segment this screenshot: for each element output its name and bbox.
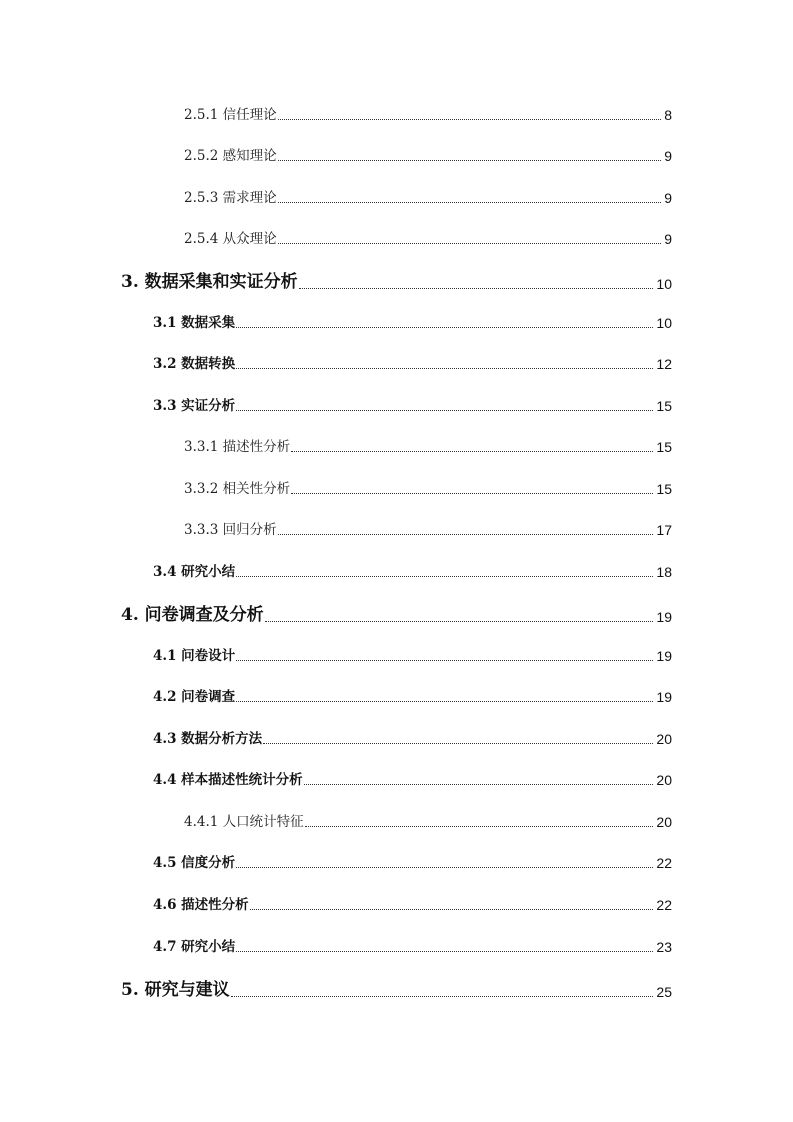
toc-entry-title: 3.3.1 描述性分析	[184, 438, 291, 455]
dot-leader	[236, 326, 653, 328]
toc-page-number: 15	[656, 398, 672, 414]
toc-page-number: 15	[656, 481, 672, 497]
toc-entry-title: 2.5.1 信任理论	[184, 106, 277, 123]
toc-entry-4-4[interactable]	[153, 773, 672, 787]
toc-entry-4-6[interactable]	[153, 898, 672, 912]
toc-entry-title: 3.3.2 相关性分析	[184, 480, 291, 497]
toc-entry-4-5[interactable]	[153, 856, 672, 870]
toc-entry-title: 2.5.2 感知理论	[184, 147, 277, 164]
toc-entry-2-5-1[interactable]	[184, 108, 672, 122]
dot-leader	[304, 783, 654, 785]
toc-entry-4-3[interactable]	[153, 732, 672, 746]
toc-entry-title: 4.4.1 人口统计特征	[184, 813, 304, 830]
toc-page-number: 22	[656, 855, 672, 871]
dot-leader	[278, 533, 654, 535]
toc-entry-title: 3.3.3 回归分析	[184, 521, 277, 538]
toc-entry-3-2[interactable]	[153, 357, 672, 371]
dot-leader	[236, 950, 653, 952]
toc-entry-title: 4.3 数据分析方法	[153, 730, 263, 747]
toc-page-number: 23	[656, 939, 672, 955]
dot-leader	[278, 242, 662, 244]
toc-entry-4-7[interactable]	[153, 940, 672, 954]
toc-entry-4-4-1[interactable]	[184, 815, 672, 829]
dot-leader	[231, 995, 654, 997]
dot-leader	[265, 620, 654, 622]
toc-entry-3-3-2[interactable]	[184, 482, 672, 496]
toc-entry-chapter-5[interactable]	[121, 982, 672, 999]
toc-entry-title: 4.4 样本描述性统计分析	[153, 771, 303, 788]
toc-entry-title: 4.1 问卷设计	[153, 647, 236, 664]
toc-entry-2-5-3[interactable]	[184, 191, 672, 205]
toc-page-number: 12	[656, 356, 672, 372]
toc-entry-3-1[interactable]	[153, 316, 672, 330]
dot-leader	[263, 742, 653, 744]
toc-page-number: 18	[656, 564, 672, 580]
toc-page-number: 15	[656, 439, 672, 455]
toc-entry-title: 3.2 数据转换	[153, 355, 236, 372]
toc-entry-title: 4. 问卷调查及分析	[121, 605, 264, 625]
toc-page-number: 9	[664, 231, 672, 247]
dot-leader	[291, 492, 653, 494]
toc-entry-title: 5. 研究与建议	[121, 980, 230, 1000]
toc-page-number: 8	[664, 107, 672, 123]
toc-page-number: 9	[664, 148, 672, 164]
toc-page-number: 25	[656, 984, 672, 1000]
toc-entry-4-2[interactable]	[153, 690, 672, 704]
toc-entry-2-5-2[interactable]	[184, 149, 672, 163]
toc-entry-title: 3.4 研究小结	[153, 563, 236, 580]
toc-page-number: 19	[656, 609, 672, 625]
toc-entry-title: 4.5 信度分析	[153, 854, 236, 871]
dot-leader	[250, 908, 654, 910]
toc-page-number: 19	[656, 648, 672, 664]
dot-leader	[305, 825, 654, 827]
dot-leader	[278, 201, 662, 203]
toc-page-number: 17	[656, 522, 672, 538]
toc-page-number: 10	[656, 276, 672, 292]
toc-page-number: 19	[656, 689, 672, 705]
dot-leader	[278, 118, 662, 120]
toc-page-number: 10	[656, 315, 672, 331]
toc-page-number: 9	[664, 190, 672, 206]
toc-entry-4-1[interactable]	[153, 649, 672, 663]
toc-entry-2-5-4[interactable]	[184, 232, 672, 246]
toc-entry-title: 4.7 研究小结	[153, 938, 236, 955]
dot-leader	[278, 159, 662, 161]
dot-leader	[236, 367, 653, 369]
toc-entry-title: 4.2 问卷调查	[153, 688, 236, 705]
toc-page-number: 22	[656, 897, 672, 913]
toc-entry-title: 2.5.3 需求理论	[184, 189, 277, 206]
toc-entry-title: 4.6 描述性分析	[153, 896, 249, 913]
dot-leader	[236, 409, 653, 411]
toc-entry-3-3[interactable]	[153, 399, 672, 413]
dot-leader	[236, 700, 653, 702]
toc-entry-title: 3. 数据采集和实证分析	[121, 272, 298, 292]
toc-entry-3-3-1[interactable]	[184, 440, 672, 454]
toc-entry-title: 2.5.4 从众理论	[184, 230, 277, 247]
toc-entry-chapter-3[interactable]	[121, 274, 672, 291]
dot-leader	[236, 575, 653, 577]
toc-entry-title: 3.1 数据采集	[153, 314, 236, 331]
toc-page-number: 20	[656, 814, 672, 830]
dot-leader	[291, 450, 653, 452]
dot-leader	[236, 866, 653, 868]
toc-entry-chapter-4[interactable]	[121, 607, 672, 624]
dot-leader	[236, 659, 653, 661]
toc-entry-title: 3.3 实证分析	[153, 397, 236, 414]
toc-page-number: 20	[656, 731, 672, 747]
toc-entry-3-3-3[interactable]	[184, 523, 672, 537]
toc-page-number: 20	[656, 772, 672, 788]
dot-leader	[299, 287, 654, 289]
toc-entry-3-4[interactable]	[153, 565, 672, 579]
